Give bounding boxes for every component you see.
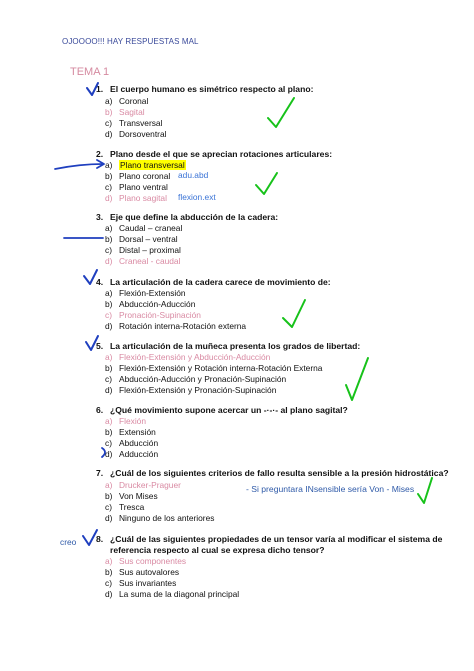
option-7b: b) Von Mises xyxy=(105,491,158,501)
option-1c: c) Transversal xyxy=(105,118,163,128)
blue-arrow-2a xyxy=(55,164,103,169)
option-4b: b) Abducción-Aducción xyxy=(105,299,196,309)
option-3a: a) Caudal – craneal xyxy=(105,223,183,233)
handwritten-note-flexion: flexion.ext xyxy=(178,192,216,202)
option-6c: c) Abducción xyxy=(105,438,159,448)
option-3c: c) Distal – proximal xyxy=(105,245,181,255)
question-2: 2. Plano desde el que se aprecian rotaciones articulares: xyxy=(96,149,333,159)
option-2d: d) Plano sagital xyxy=(105,193,167,203)
green-check-3 xyxy=(283,300,305,327)
question-8-line2: referencia respecto al cual se expresa dicho tensor? xyxy=(110,545,325,555)
question-1 xyxy=(96,84,313,94)
green-check-1 xyxy=(268,98,294,127)
option-7a: a) Drucker-Praguer xyxy=(105,480,181,490)
warning-note: OJOOOO!!! HAY RESPUESTAS MAL xyxy=(62,37,199,46)
option-4a: a) Flexión-Extensión xyxy=(105,288,186,298)
option-1d: d) Dorsoventral xyxy=(105,129,167,139)
option-3d: d) Craneal - caudal xyxy=(105,256,181,266)
option-3b: b) Dorsal – ventral xyxy=(105,234,178,244)
option-5b: b) Flexión-Extensión y Rotación interna-Rotación Externa xyxy=(105,363,323,373)
blue-check-8 xyxy=(83,530,97,545)
option-7c: c) Tresca xyxy=(105,502,145,512)
option-1b: b) Sagital xyxy=(105,107,145,117)
option-6a: a) Flexión xyxy=(105,416,146,426)
question-5: 5. La articulación de la muñeca presenta los grados de libertad: xyxy=(96,341,361,351)
option-2b: b) Plano coronal xyxy=(105,171,171,181)
option-5d: d) Flexión-Extensión y Pronación-Supinación xyxy=(105,385,277,395)
option-8d: d) La suma de la diagonal principal xyxy=(105,589,240,599)
option-4c: c) Pronación-Supinación xyxy=(105,310,201,320)
question-8: 8. ¿Cuál de las siguientes propiedades de un tensor varía al modificar el sistema de xyxy=(96,534,443,544)
option-8b: b) Sus autovalores xyxy=(105,567,180,577)
question-4: 4. La articulación de la cadera carece de movimiento de: xyxy=(96,277,331,287)
question-6: 6. ¿Qué movimiento supone acercar un -·-·- al plano sagital? xyxy=(96,405,348,415)
question-7: 7. ¿Cuál de los siguientes criterios de fallo resulta sensible a la presión hidrostática? xyxy=(96,468,449,478)
handwritten-note-creo: creo xyxy=(60,537,77,547)
option-2a: a) Plano transversal xyxy=(105,160,185,170)
question-text: El cuerpo humano es simétrico respecto al plano: xyxy=(110,84,314,94)
option-8c: c) Sus invariantes xyxy=(105,578,177,588)
option-5a: a) Flexión-Extensión y Abducción-Aducción xyxy=(105,352,271,362)
option-6d: d) Adducción xyxy=(105,449,159,459)
option-6b: b) Extensión xyxy=(105,427,156,437)
green-check-4 xyxy=(346,358,368,400)
option-1a: a) Coronal xyxy=(105,96,149,106)
green-check-5 xyxy=(418,478,432,503)
handwritten-note-insensible: - Si preguntara INsensible sería Von - Mises xyxy=(246,484,415,494)
handwritten-note-adu-abd: adu.abd xyxy=(178,170,209,180)
option-2c: c) Plano ventral xyxy=(105,182,168,192)
section-title: TEMA 1 xyxy=(70,66,110,78)
option-8a: a) Sus componentes xyxy=(105,556,187,566)
question-number: 1. xyxy=(96,84,104,94)
question-3: 3. Eje que define la abducción de la cadera: xyxy=(96,212,279,222)
option-7d: d) Ninguno de los anteriores xyxy=(105,513,215,523)
option-5c: c) Abducción-Aducción y Pronación-Supinación xyxy=(105,374,287,384)
option-4d: d) Rotación interna-Rotación externa xyxy=(105,321,247,331)
green-check-2 xyxy=(256,173,277,194)
